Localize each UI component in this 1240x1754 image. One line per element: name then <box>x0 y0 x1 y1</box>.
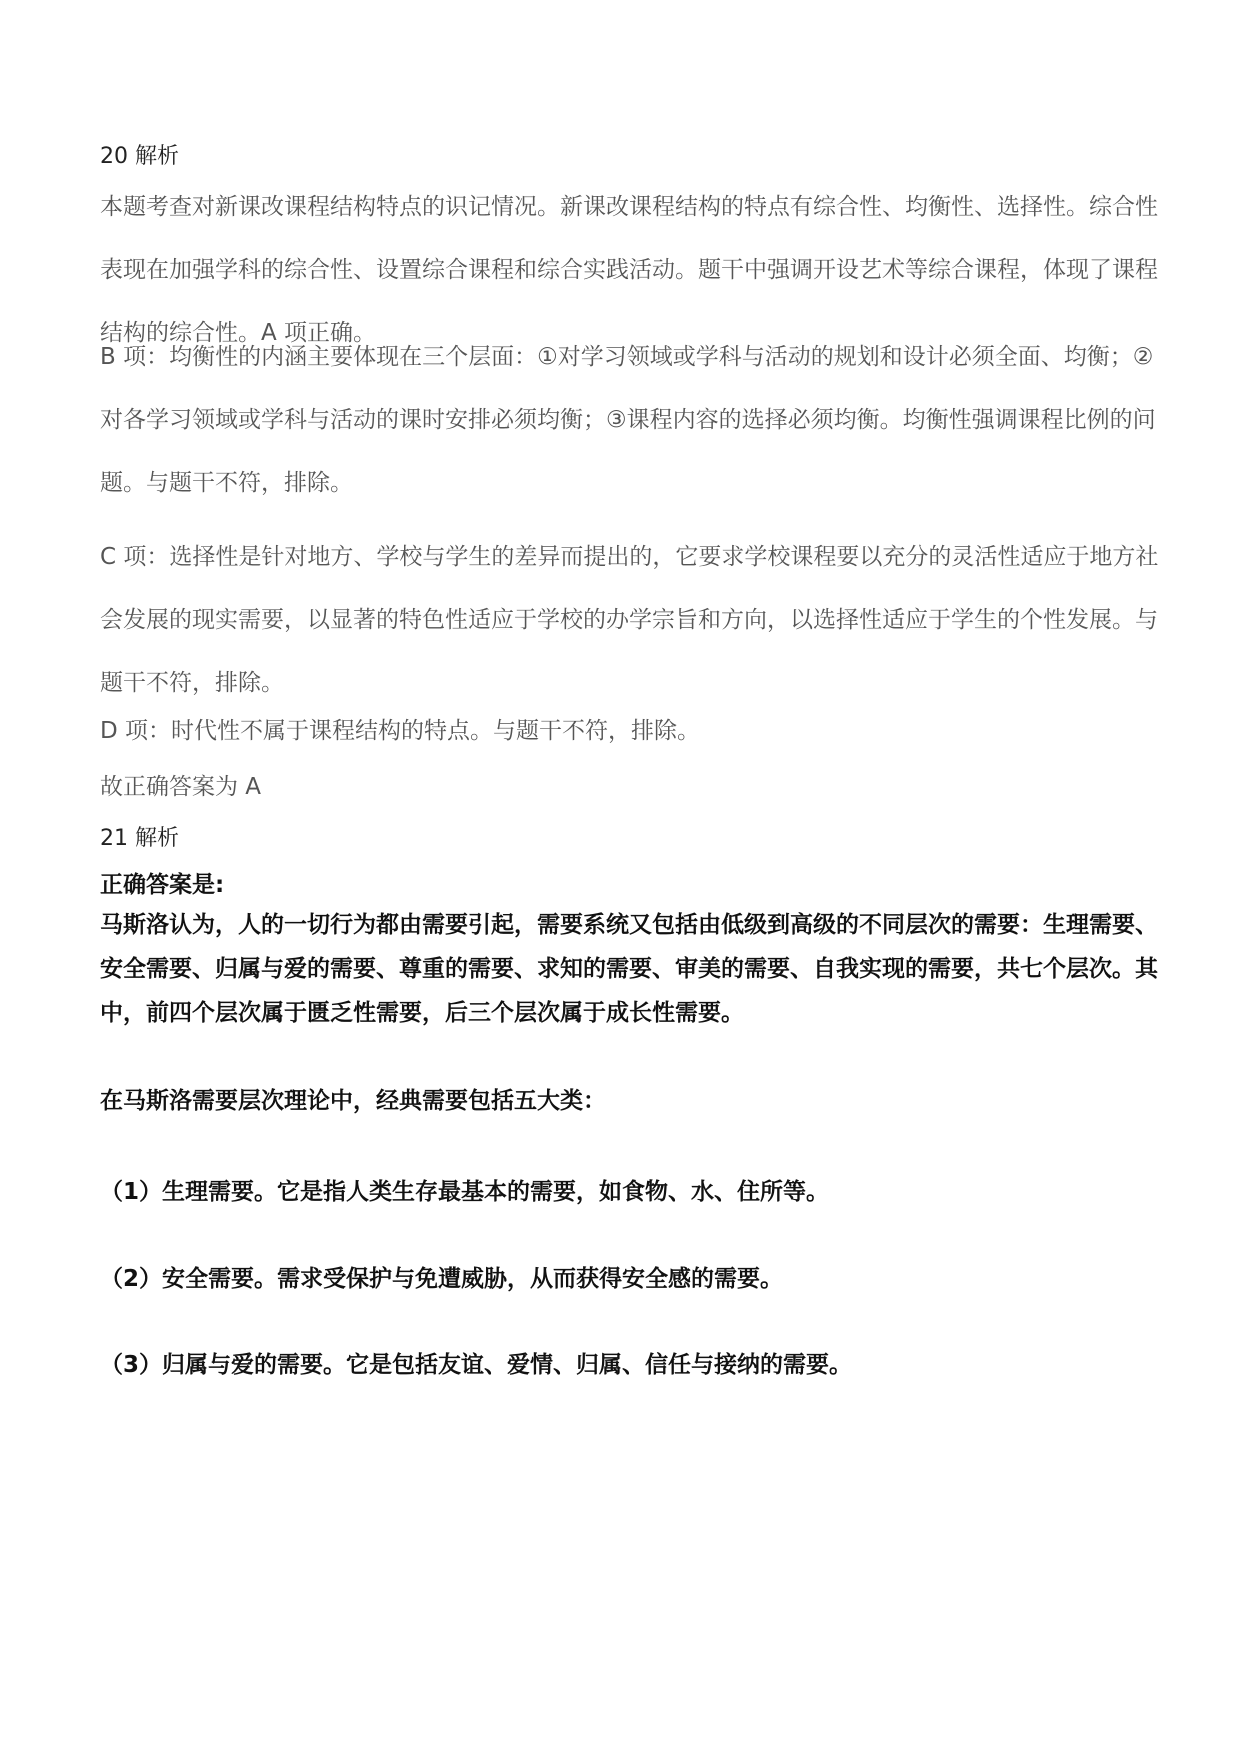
section-21-heading: 21 解析 <box>100 826 179 851</box>
section-21-item-2: （2）安全需要。需求受保护与免遭威胁，从而获得安全感的需要。 <box>100 1266 784 1292</box>
section-20-answer: 故正确答案为 A <box>100 774 262 800</box>
section-20-paragraph-option-c: C 项：选择性是针对地方、学校与学生的差异而提出的，它要求学校课程要以充分的灵活性适应于地方社会发展的现实需要，以显著的特色性适应于学校的办学宗旨和方向，以选择性适应于学生的个性发展。与题干不符，排除。 <box>100 544 1159 696</box>
section-21-item-3: （3）归属与爱的需要。它是包括友谊、爱情、归属、信任与接纳的需要。 <box>100 1352 853 1378</box>
section-20-paragraph-option-b: B 项：均衡性的内涵主要体现在三个层面：①对学习领域或学科与活动的规划和设计必须全面、均衡；②对各学习领域或学科与活动的课时安排必须均衡；③课程内容的选择必须均衡。均衡性强调课程比例的问题。与题干不符，排除。 <box>100 344 1156 496</box>
section-20-heading: 20 解析 <box>100 144 179 169</box>
section-21-item-1: （1）生理需要。它是指人类生存最基本的需要，如食物、水、住所等。 <box>100 1179 830 1205</box>
section-21-answer-label: 正确答案是: <box>100 872 225 898</box>
section-20-paragraph-intro: 本题考查对新课改课程结构特点的识记情况。新课改课程结构的特点有综合性、均衡性、选择性。综合性表现在加强学科的综合性、设置综合课程和综合实践活动。题干中强调开设艺术等综合课程，体现了课程结构的综合性。A 项正确。 <box>100 194 1158 346</box>
section-21-five-categories-intro: 在马斯洛需要层次理论中，经典需要包括五大类： <box>100 1088 606 1114</box>
section-21-maslow-paragraph: 马斯洛认为，人的一切行为都由需要引起，需要系统又包括由低级到高级的不同层次的需要：生理需要、安全需要、归属与爱的需要、尊重的需要、求知的需要、审美的需要、自我实现的需要，共七个层次。其中，前四个层次属于匮乏性需要，后三个层次属于成长性需要。 <box>100 912 1158 1026</box>
section-20-paragraph-option-d: D 项：时代性不属于课程结构的特点。与题干不符，排除。 <box>100 718 701 744</box>
